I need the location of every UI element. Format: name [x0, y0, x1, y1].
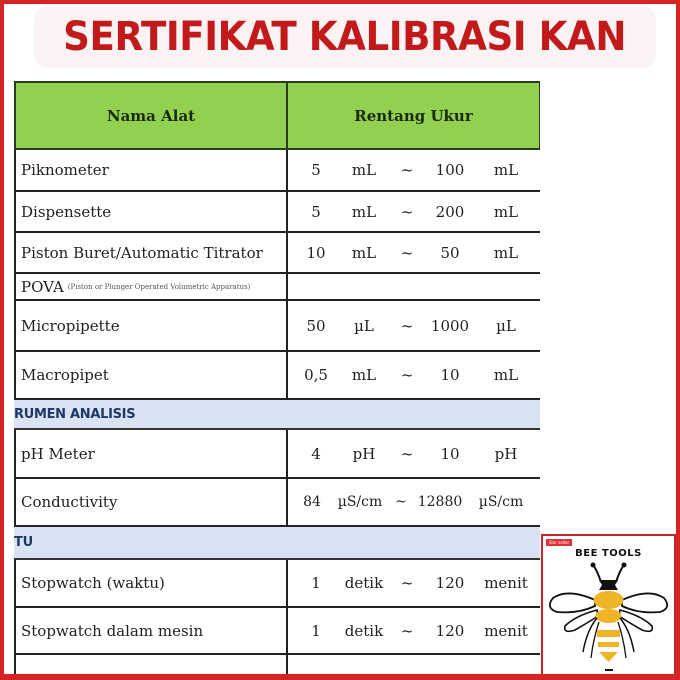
table-row — [14, 352, 540, 400]
range-max-unit: mL — [493, 243, 519, 262]
range-cell — [288, 560, 540, 606]
range-max-unit: µL — [496, 316, 516, 335]
title-banner — [34, 6, 656, 68]
table-row — [14, 150, 540, 192]
range-cell — [288, 192, 540, 231]
range-min: 5 — [311, 161, 321, 179]
range-min: 1 — [311, 574, 321, 592]
pova-label: POVA — [21, 277, 64, 296]
range-cell — [288, 233, 540, 272]
calibration-table — [14, 81, 540, 680]
range-separator: ~ — [400, 444, 414, 463]
range-max: 1000 — [430, 316, 470, 335]
range-min-unit: mL — [351, 243, 377, 262]
range-separator: ~ — [400, 366, 414, 384]
range-min-unit: µS/cm — [337, 494, 383, 510]
range-separator: ~ — [400, 316, 414, 335]
table-row-pova — [14, 274, 540, 301]
range-max-unit: mL — [493, 366, 519, 384]
range-separator: ~ — [400, 243, 414, 262]
range-max-unit: menit — [484, 621, 528, 640]
instrument-name: Stopwatch dalam mesin — [14, 608, 288, 653]
logo-brand-name: BEE TOOLS — [575, 548, 642, 559]
bee-tools-logo — [541, 534, 676, 677]
range-cell — [288, 430, 540, 477]
range-min: 10 — [306, 243, 326, 262]
range-max-unit: µS/cm — [478, 494, 524, 510]
range-max: 10 — [440, 444, 460, 463]
range-separator: ~ — [400, 202, 414, 221]
range-min-unit: detik — [344, 574, 384, 592]
instrument-name: Conductivity — [14, 479, 288, 525]
range-min: 0,5 — [304, 366, 328, 384]
range-cell — [288, 150, 540, 190]
instrument-name: Micropipette — [14, 301, 288, 350]
range-cell — [288, 608, 540, 653]
instrument-name: Piston Buret/Automatic Titrator — [14, 233, 288, 272]
instrument-name: Dispensette — [14, 192, 288, 231]
table-row — [14, 560, 540, 608]
range-max-unit: mL — [493, 202, 519, 221]
range-min: 4 — [311, 444, 321, 463]
header-name: Nama Alat — [14, 83, 288, 148]
instrument-name: Macropipet — [14, 352, 288, 398]
header-range: Rentang Ukur — [288, 83, 540, 148]
empty-cell — [14, 655, 288, 680]
section-tu: TU — [14, 527, 540, 560]
range-max: 200 — [435, 202, 465, 221]
range-max-unit: pH — [494, 444, 518, 463]
range-max: 120 — [435, 574, 465, 592]
bee-icon — [543, 560, 674, 676]
range-separator: ~ — [400, 161, 414, 179]
table-row — [14, 233, 540, 274]
range-min: 5 — [311, 202, 321, 221]
table-row — [14, 608, 540, 655]
range-separator: ~ — [400, 574, 414, 592]
range-min: 84 — [303, 494, 321, 510]
range-min-unit: µL — [354, 316, 374, 335]
range-max-unit: mL — [493, 161, 519, 179]
range-max: 12880 — [417, 494, 463, 510]
table-row — [14, 301, 540, 352]
range-max-unit: menit — [484, 574, 528, 592]
page-title: SERTIFIKAT KALIBRASI KAN — [63, 14, 627, 60]
pova-note: (Piston or Plunger Operated Volumetric Apparatus) — [67, 282, 251, 291]
range-min: 50 — [306, 316, 326, 335]
range-min-unit: detik — [344, 621, 384, 640]
range-min-unit: pH — [352, 444, 376, 463]
range-min-unit: mL — [351, 202, 377, 221]
seller-badge: Star seller — [546, 539, 572, 546]
range-min: 1 — [311, 621, 321, 640]
range-min-unit: mL — [351, 366, 377, 384]
instrument-name — [14, 274, 288, 299]
range-max: 50 — [440, 243, 460, 262]
instrument-name: pH Meter — [14, 430, 288, 477]
instrument-name: Piknometer — [14, 150, 288, 190]
section-rumen-analisis: RUMEN ANALISIS — [14, 400, 540, 430]
empty-cell — [288, 655, 540, 680]
instrument-name: Stopwatch (waktu) — [14, 560, 288, 606]
table-row — [14, 479, 540, 527]
range-cell — [288, 479, 540, 525]
range-max: 120 — [435, 621, 465, 640]
range-max: 100 — [435, 161, 465, 179]
range-cell — [288, 301, 540, 350]
table-header — [14, 81, 540, 150]
range-cell-empty — [288, 274, 540, 299]
table-row — [14, 430, 540, 479]
range-separator: ~ — [400, 621, 414, 640]
table-row-empty — [14, 655, 540, 680]
range-cell — [288, 352, 540, 398]
table-row — [14, 192, 540, 233]
range-max: 10 — [440, 366, 460, 384]
range-min-unit: mL — [351, 161, 377, 179]
range-separator: ~ — [395, 494, 407, 510]
